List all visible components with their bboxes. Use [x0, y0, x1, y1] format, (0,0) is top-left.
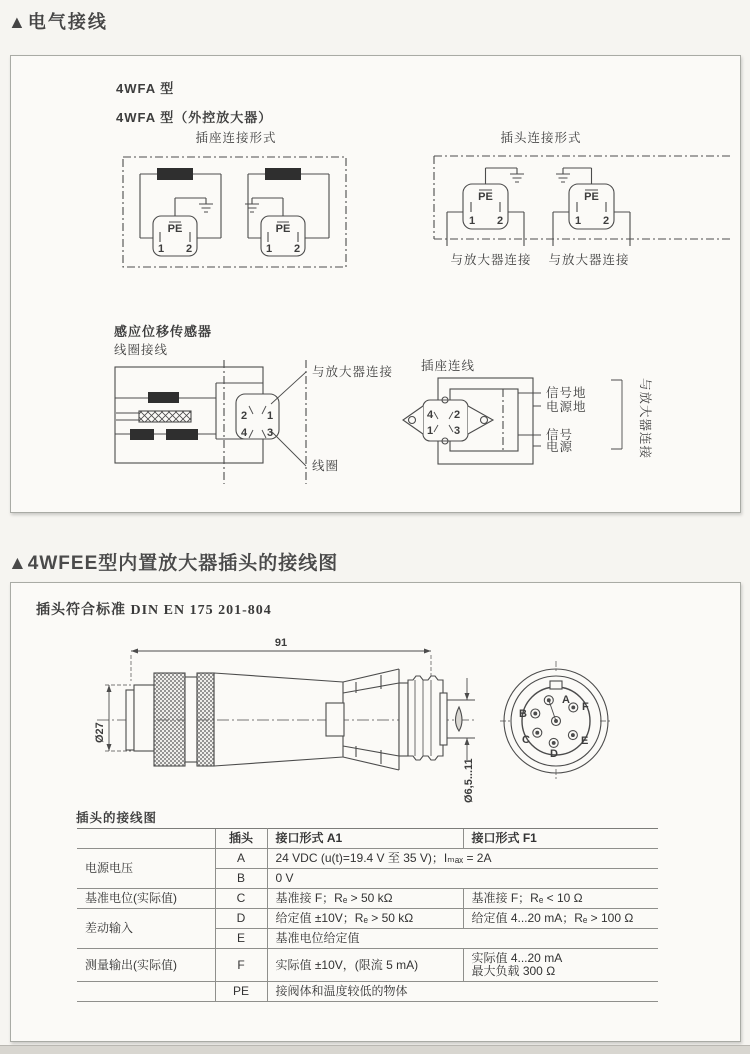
length-dimension: 91	[274, 637, 288, 649]
ground-icon	[556, 174, 570, 182]
table-row	[77, 889, 658, 909]
cell-value: 24 VDC (u(t)=19.4 V 至 35 V)；Iₘₐₓ = 2A	[267, 849, 658, 869]
knurled-ring	[154, 673, 185, 766]
cell-value: 基准电位给定值	[267, 929, 658, 949]
standard-label: 插头符合标准 DIN EN 175 201-804	[36, 603, 272, 618]
pin2-label: 2	[293, 243, 301, 255]
pin-b-label: B	[519, 708, 527, 720]
cell-category-empty	[77, 982, 215, 1002]
amp-connect-vertical-label: 与放大器连接	[638, 378, 652, 460]
cell-category: 电源电压	[77, 849, 215, 889]
pin2-label: 2	[453, 409, 461, 421]
ground-icon	[245, 204, 259, 212]
col-pin-header: 插头	[215, 829, 267, 849]
table-row	[77, 982, 658, 1002]
cell-f1-value	[463, 949, 658, 982]
cell-pin: C	[215, 889, 267, 909]
cell-f1-value: 给定值 4...20 mA；Rₑ > 100 Ω	[463, 909, 658, 929]
group-bracket	[611, 380, 622, 449]
plug-connection-diagram	[426, 126, 738, 294]
socket-diagram-title: 插座连接形式	[195, 131, 277, 145]
coil-label: 线圈	[312, 459, 340, 473]
coupling-nut	[408, 676, 443, 760]
cell-f1-value: 基准接 F；Rₑ < 10 Ω	[463, 889, 658, 909]
pin-a-label: A	[562, 694, 570, 706]
power-label: 电源	[546, 440, 574, 454]
cell-pin: PE	[215, 982, 267, 1002]
pin2-label: 2	[240, 410, 248, 422]
sensor-title: 感应位移传感器	[114, 324, 213, 339]
cable-drip-loop	[456, 707, 463, 731]
coil-symbol	[148, 392, 179, 403]
pe-label: PE	[478, 191, 493, 203]
coil-wiring-label: 线圈接线	[114, 343, 169, 357]
amp-connect-label: 与放大器连接	[312, 365, 394, 379]
pin1-label: 1	[426, 425, 434, 437]
pin3-label: 3	[266, 427, 274, 439]
cell-a1-value: 实际值 ±10V，(限流 5 mA)	[267, 949, 463, 982]
cable-diameter-dimension: Ø6,5...11	[463, 758, 475, 803]
cell-a1-value: 给定值 ±10V；Rₑ > 50 kΩ	[267, 909, 463, 929]
pin-face-diagram	[486, 649, 636, 797]
cell-pin: B	[215, 869, 267, 889]
connector-drawing	[91, 633, 481, 805]
pin1-label: 1	[266, 410, 274, 422]
cell-value: 接阀体和温度较低的物体	[267, 982, 658, 1002]
cell-category: 差动输入	[77, 909, 215, 949]
threaded-collar	[399, 683, 408, 756]
pin4-label: 4	[426, 409, 434, 421]
coil-symbol	[130, 429, 154, 440]
socket-wiring-title: 插座连线	[421, 359, 476, 373]
pin-assignment-table	[77, 828, 658, 1002]
plug-diagram-title: 插头连接形式	[500, 131, 582, 145]
cell-pin: D	[215, 909, 267, 929]
ground-icon	[510, 174, 524, 182]
socket-wiring-diagram	[401, 356, 739, 488]
cell-value: 0 V	[267, 869, 658, 889]
section2-panel	[10, 582, 741, 1042]
solenoid-coil-symbol	[157, 168, 193, 180]
table-row	[77, 949, 658, 982]
table-row	[77, 849, 658, 869]
col-category-header	[77, 829, 215, 849]
pins	[531, 696, 578, 748]
pin1-label: 1	[468, 215, 476, 227]
model-4wfa-label: 4WFA 型	[116, 81, 175, 96]
pin2-label: 2	[496, 215, 504, 227]
cell-category: 基准电位(实际值)	[77, 889, 215, 909]
cable-clamp-detail	[326, 703, 344, 736]
section1-heading: ▲电气接线	[8, 12, 108, 32]
col-f1-header: 接口形式 F1	[463, 829, 658, 849]
col-a1-header: 接口形式 A1	[267, 829, 463, 849]
pin-f-label: F	[582, 701, 589, 713]
table-header-row	[77, 829, 658, 849]
coil-wiring-diagram	[99, 356, 421, 488]
cell-a1-value: 基准接 F；Rₑ > 50 kΩ	[267, 889, 463, 909]
pe-label: PE	[584, 191, 599, 203]
amp-connect-label: 与放大器连接	[548, 253, 630, 267]
pin-c-label: C	[522, 734, 530, 746]
pin-d-label: D	[550, 748, 558, 760]
table-title: 插头的接线图	[76, 811, 158, 825]
pin-e-label: E	[581, 735, 589, 747]
section2-heading: ▲4WFEE型内置放大器插头的接线图	[8, 553, 339, 574]
amp-connect-label: 与放大器连接	[450, 253, 532, 267]
armature-core-symbol	[139, 411, 191, 422]
pin4-label: 4	[240, 427, 248, 439]
cell-pin: A	[215, 849, 267, 869]
cell-pin: E	[215, 929, 267, 949]
model-4wfa-ext-label: 4WFA 型（外控放大器）	[116, 110, 273, 125]
coil-symbol	[166, 429, 198, 440]
diameter-dimension: Ø27	[94, 722, 106, 743]
section1-panel	[10, 55, 741, 513]
pe-label: PE	[275, 223, 291, 235]
pin1-label: 1	[157, 243, 165, 255]
table-row	[77, 909, 658, 929]
pin3-label: 3	[453, 425, 461, 437]
signal-ground-label: 信号地	[546, 386, 587, 400]
cell-pin: F	[215, 949, 267, 982]
cell-category: 测量输出(实际值)	[77, 949, 215, 982]
keyway-notch	[550, 681, 562, 689]
signal-label: 信号	[546, 428, 574, 442]
pin1-label: 1	[574, 215, 582, 227]
pe-label: PE	[167, 223, 183, 235]
pin1-label: 1	[265, 243, 273, 255]
pin2-label: 2	[185, 243, 193, 255]
f1-value-line2: 最大负载 300 Ω	[471, 964, 556, 978]
socket-connection-diagram	[109, 126, 369, 294]
power-ground-label: 电源地	[546, 400, 587, 414]
f1-value-line1: 实际值 4...20 mA	[471, 951, 563, 965]
pin2-label: 2	[602, 215, 610, 227]
solenoid-coil-symbol	[265, 168, 301, 180]
ground-icon	[199, 204, 213, 212]
knurled-ring	[197, 673, 214, 766]
